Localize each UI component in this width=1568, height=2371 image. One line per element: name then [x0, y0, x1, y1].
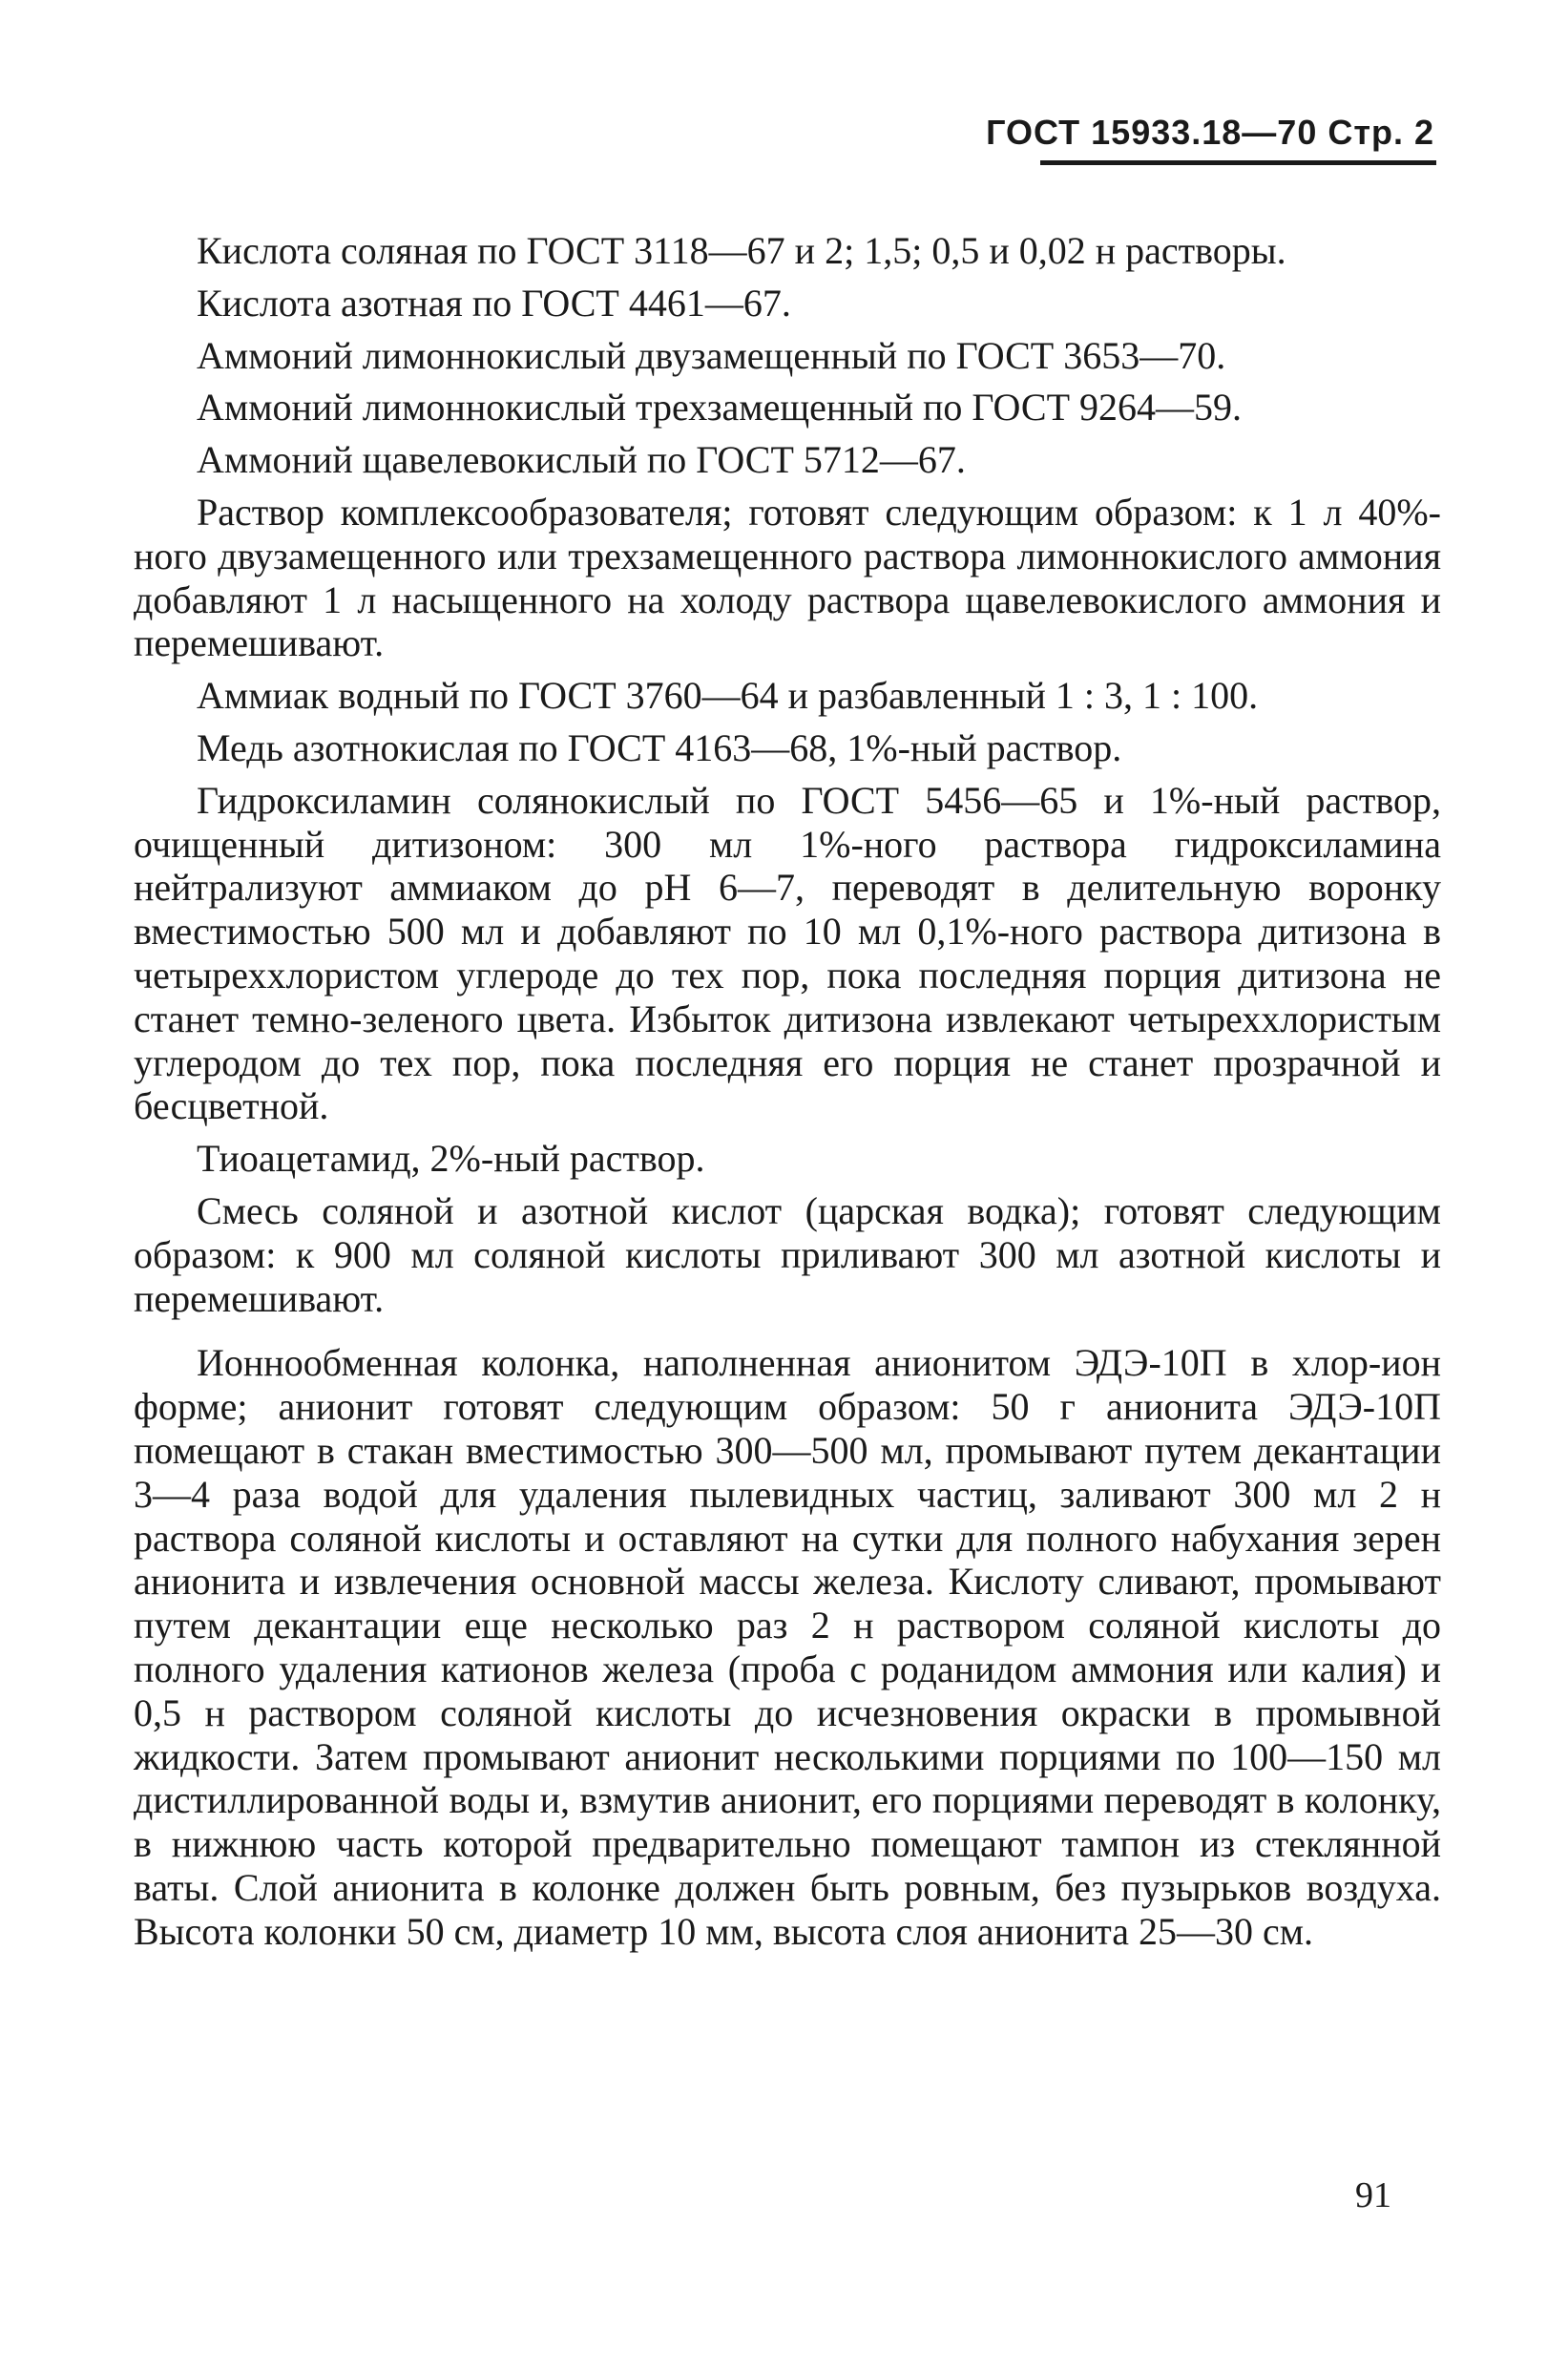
- header-rule: [1040, 160, 1436, 165]
- paragraph-hydrochloric-acid: Кислота соляная по ГОСТ 3118—67 и 2; 1,5; 0,5 и 0,02 н растворы.: [197, 229, 1286, 272]
- paragraph-nitric-acid: Кислота азотная по ГОСТ 4461—67.: [197, 281, 791, 325]
- body-text: [134, 229, 1441, 1962]
- paragraph-ammonium-citrate-dibasic: Аммоний лимоннокислый двузамещенный по ГОСТ 3653—70.: [197, 333, 1226, 377]
- paragraph-aqua-regia: Смесь соляной и азотной кислот (царская водка); готовят следующим образом: к 900 мл соляной кислоты приливают 300 мл азотной кислоты и перемешивают.: [134, 1188, 1441, 1320]
- paragraph-complexing-solution: Раствор комплексообразователя; готовят следующим образом: к 1 л 40%-ного двузамещенного или трехзамещенного раствора лимоннокислого аммония добавляют 1 л насыщенного на холоду раствора щавелевокислого аммония и перемешивают.: [134, 490, 1441, 665]
- paragraph-ammonia: Аммиак водный по ГОСТ 3760—64 и разбавленный 1 : 3, 1 : 100.: [197, 674, 1259, 718]
- page-number: 91: [1355, 2175, 1391, 2215]
- page-header: ГОСТ 15933.18—70 Стр. 2: [986, 113, 1434, 152]
- paragraph-ammonium-oxalate: Аммоний щавелевокислый по ГОСТ 5712—67.: [197, 438, 966, 482]
- paragraph-ammonium-citrate-tribasic: Аммоний лимоннокислый трехзамещенный по ГОСТ 9264—59.: [197, 386, 1243, 430]
- paragraph-thioacetamide: Тиоацетамид, 2%-ный раствор.: [197, 1137, 705, 1181]
- paragraph-hydroxylamine: Гидроксиламин солянокислый по ГОСТ 5456—65 и 1%-ный раствор, очищенный дитизоном: 300 мл 1%-ного раствора гидроксиламина нейтрализуют аммиаком до pH 6—7, переводят в делительную воронку вместимостью 500 мл и добавляют по 10 мл 0,1%-ного раствора дитизона в четыреххлористом углероде до тех пор, пока последняя порция дитизона не станет темно-зеленого цвета. Избыток дитизона извлекают четыреххлористым углеродом до тех пор, пока последняя его порция не станет прозрачной и бесцветной.: [134, 778, 1441, 1128]
- paragraph-copper-nitrate: Медь азотнокислая по ГОСТ 4163—68, 1%-ный раствор.: [197, 725, 1122, 769]
- paragraph-ion-exchange-column: Ионнообменная колонка, наполненная анионитом ЭДЭ-10П в хлор-ион форме; анионит готовят следующим образом: 50 г анионита ЭДЭ-10П помещают в стакан вместимостью 300—500 мл, промывают путем декантации 3—4 раза водой для удаления пылевидных частиц, заливают 300 мл 2 н раствора соляной кислоты и оставляют на сутки для полного набухания зерен анионита и извлечения основной массы железа. Кислоту сливают, промывают путем декантации еще несколько раз 2 н раствором соляной кислоты до полного удаления катионов железа (проба с роданидом аммония или калия) и 0,5 н раствором соляной кислоты до исчезновения окраски в промывной жидкости. Затем промывают анионит несколькими порциями по 100—150 мл дистиллированной воды и, взмутив анионит, его порциями переводят в колонку, в нижнюю часть которой предварительно помещают тампон из стеклянной ваты. Слой анионита в колонке должен быть ровным, без пузырьков воздуха. Высота колонки 50 см, диаметр 10 мм, высота слоя анионита 25—30 см.: [134, 1341, 1441, 1953]
